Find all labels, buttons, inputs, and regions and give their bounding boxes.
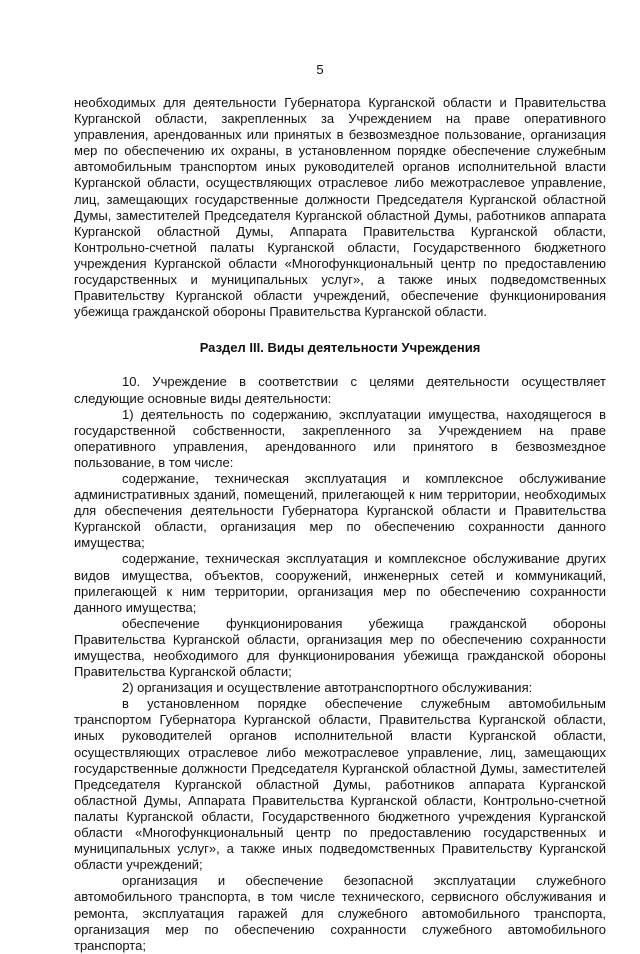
paragraph-vehicle-operation: организация и обеспечение безопасной эксплуатации служебного автомобильного транспорта, в том числе технического, сервисного обслуживания и ремонта, эксплуатация гаражей для служебного автомобильного транспорта, организация мер по обеспечению сохранности служебного автомобильного транспорта; <box>74 873 606 953</box>
paragraph-vehicle-provision: в установленном порядке обеспечение служебным автомобильным транспортом Губернатора Курганской области, Правительства Курганской области, иных руководителей органов исполнительной власти Курганской области, осуществляющих отраслевое либо межотраслевое управление, лиц, замещающих государственные должности Председателя Курганской областной Думы, заместителей Председателя Курганской областной Думы, работников аппарата Курганской областной Думы, Аппарата Правительства Курганской области, Контрольно-счетной палаты Курганской области, Государственного бюджетного учреждения Курганской области «Многофункциональный центр по предоставлению государственных и муниципальных услуг», а также иных подведомственных Правительству Курганской области учреждений; <box>74 696 606 873</box>
document-body <box>74 95 606 954</box>
page-number: 5 <box>316 62 324 77</box>
section-heading: Раздел III. Виды деятельности Учреждения <box>199 340 481 356</box>
paragraph-other-property: содержание, техническая эксплуатация и комплексное обслуживание других видов имущества, объектов, сооружений, инженерных сетей и коммуникаций, прилегающей к ним территории, организация мер по обеспечению сохранности данного имущества; <box>74 551 606 615</box>
intro-paragraph: необходимых для деятельности Губернатора Курганской области и Правительства Курганской области, закрепленных за Учреждением на праве оперативного управления, арендованных или принятых в безвозмездное пользование, организация мер по обеспечению их охраны, в установленном порядке обеспечение служебным автомобильным транспортом иных руководителей органов исполнительной власти Курганской области, осуществляющих отраслевое либо межотраслевое управление, лиц, замещающих государственные должности Председателя Курганской областной Думы, заместителей Председателя Курганской областной Думы, работников аппарата Курганской областной Думы, Аппарата Правительства Курганской области, Контрольно-счетной палаты Курганской области, Государственного бюджетного учреждения Курганской области «Многофункциональный центр по предоставлению государственных и муниципальных услуг», а также иных подведомственных Правительству Курганской области учреждений, обеспечение функционирования убежища гражданской обороны Правительства Курганской области. <box>74 95 606 320</box>
paragraph-civil-defense-shelter: обеспечение функционирования убежища гражданской обороны Правительства Курганской области, организация мер по обеспечению сохранности имущества, необходимого для функционирования убежища гражданской обороны Правительства Курганской области; <box>74 615 606 680</box>
paragraph-10: 10. Учреждение в соответствии с целями деятельности осуществляет следующие основные виды деятельности: <box>74 374 606 406</box>
paragraph-item-2: 2) организация и осуществление автотранспортного обслуживания: <box>122 680 533 696</box>
paragraph-buildings-maintenance: содержание, техническая эксплуатация и комплексное обслуживание административных зданий, помещений, прилегающей к ним территории, необходимых для обеспечения деятельности Губернатора Курганской области и Правительства Курганской области, организация мер по обеспечению сохранности данного имущества; <box>74 470 606 551</box>
paragraph-item-1: 1) деятельность по содержанию, эксплуатации имущества, находящегося в государственной собственности, закрепленного за Учреждением на праве оперативного управления, арендованного или принятого в безвозмездное пользование, в том числе: <box>74 406 606 470</box>
